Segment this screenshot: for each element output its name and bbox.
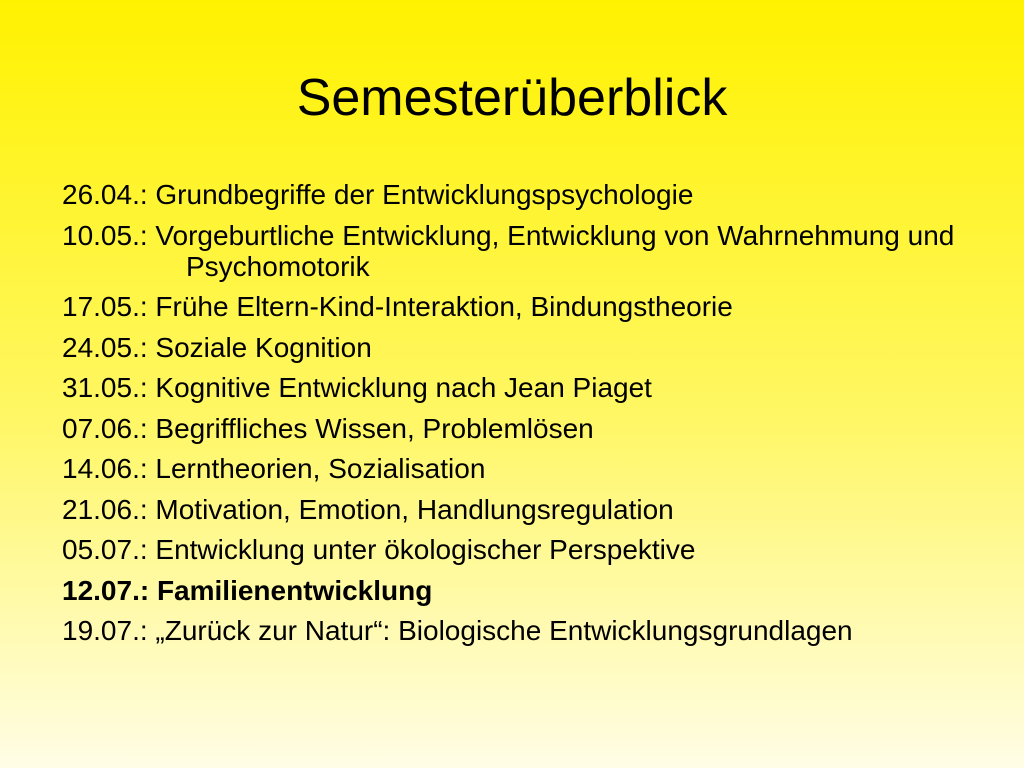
agenda-item: 07.06.: Begriffliches Wissen, Problemlösen	[62, 412, 594, 444]
agenda-item: 05.07.: Entwicklung unter ökologischer Perspektive	[62, 534, 696, 565]
agenda-item: 14.06.: Lerntheorien, Sozialisation	[62, 453, 486, 484]
agenda-item: 31.05.: Kognitive Entwicklung nach Jean Piaget	[62, 372, 652, 403]
agenda-list	[62, 179, 962, 656]
agenda-item: 21.06.: Motivation, Emotion, Handlungsregulation	[62, 493, 674, 525]
agenda-item: 10.05.: Vorgeburtliche Entwicklung, Entwicklung von Wahrnehmung und Psychomotorik	[62, 219, 955, 282]
agenda-item: 17.05.: Frühe Eltern-Kind-Interaktion, Bindungstheorie	[62, 291, 733, 322]
agenda-item: 19.07.: „Zurück zur Natur“: Biologische Entwicklungsgrundlagen	[62, 615, 853, 646]
agenda-item: 26.04.: Grundbegriffe der Entwicklungspsychologie	[62, 179, 694, 210]
agenda-item: 12.07.: Familienentwicklung	[62, 574, 433, 606]
agenda-item: 24.05.: Soziale Kognition	[62, 331, 372, 363]
slide-title: Semesterüberblick	[296, 69, 728, 127]
